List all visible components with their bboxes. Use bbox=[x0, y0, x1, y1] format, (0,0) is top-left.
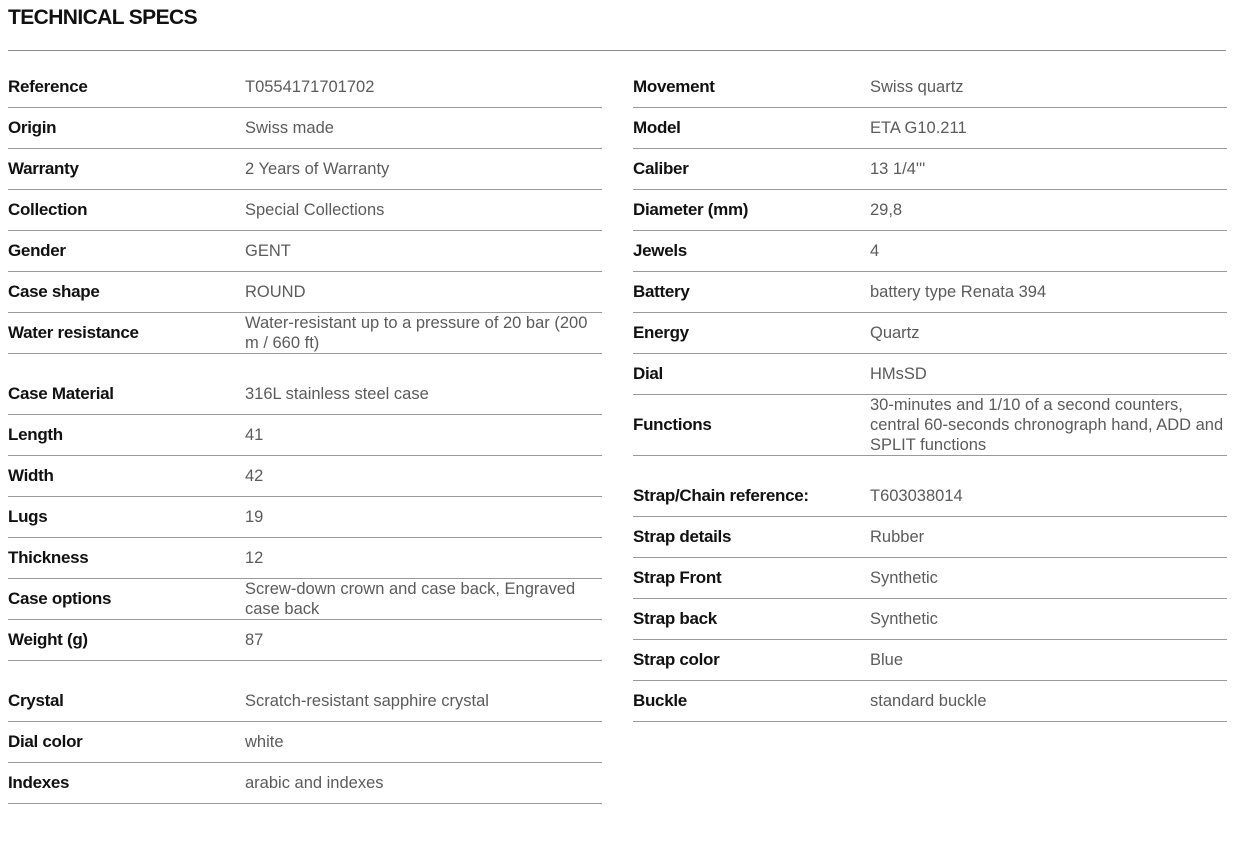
spec-row bbox=[8, 272, 602, 313]
spec-label: Indexes bbox=[8, 773, 70, 792]
spec-label: Collection bbox=[8, 200, 88, 219]
spec-value: 30-minutes and 1/10 of a second counters, central 60-seconds chronograph hand, ADD and SPLIT functions bbox=[870, 396, 1224, 454]
specs-right-column bbox=[633, 67, 1227, 742]
spec-label: Model bbox=[633, 118, 681, 137]
spec-value: 4 bbox=[870, 242, 880, 260]
spec-row bbox=[633, 599, 1227, 640]
spec-row bbox=[8, 497, 602, 538]
spec-value: 41 bbox=[245, 426, 264, 444]
spec-value: arabic and indexes bbox=[245, 774, 384, 792]
spec-value: 29,8 bbox=[870, 201, 903, 219]
spec-row bbox=[633, 558, 1227, 599]
spec-label: Case shape bbox=[8, 282, 100, 301]
spec-row bbox=[8, 456, 602, 497]
spec-label: Crystal bbox=[8, 691, 64, 710]
spec-row bbox=[8, 149, 602, 190]
spec-row bbox=[8, 231, 602, 272]
spec-label: Dial bbox=[633, 364, 663, 383]
spec-value: Quartz bbox=[870, 324, 920, 342]
spec-value: 316L stainless steel case bbox=[245, 385, 429, 403]
spec-label: Battery bbox=[633, 282, 690, 301]
spec-label: Strap Front bbox=[633, 568, 722, 587]
spec-group bbox=[633, 67, 1227, 456]
spec-label: Jewels bbox=[633, 241, 687, 260]
spec-value: 12 bbox=[245, 549, 264, 567]
spec-label: Caliber bbox=[633, 159, 689, 178]
spec-row bbox=[8, 415, 602, 456]
spec-label: Gender bbox=[8, 241, 66, 260]
spec-row bbox=[8, 722, 602, 763]
spec-label: Water resistance bbox=[8, 323, 139, 342]
spec-label: Strap details bbox=[633, 527, 732, 546]
spec-value: 19 bbox=[245, 508, 264, 526]
spec-label: Reference bbox=[8, 77, 88, 96]
spec-value: Blue bbox=[870, 651, 904, 669]
spec-value: ROUND bbox=[245, 283, 306, 301]
spec-row bbox=[8, 313, 602, 354]
spec-label: Weight (g) bbox=[8, 630, 88, 649]
spec-value: standard buckle bbox=[870, 692, 987, 710]
spec-group bbox=[633, 476, 1227, 722]
spec-row bbox=[8, 620, 602, 661]
spec-label: Case options bbox=[8, 589, 112, 608]
spec-label: Thickness bbox=[8, 548, 89, 567]
spec-value: 13 1/4''' bbox=[870, 160, 926, 178]
spec-value: Swiss made bbox=[245, 119, 334, 137]
spec-label: Movement bbox=[633, 77, 715, 96]
spec-value: T0554171701702 bbox=[245, 78, 375, 96]
spec-label: Width bbox=[8, 466, 54, 485]
spec-row bbox=[633, 640, 1227, 681]
spec-value: ETA G10.211 bbox=[870, 119, 967, 137]
spec-value: 87 bbox=[245, 631, 264, 649]
spec-value: Rubber bbox=[870, 528, 925, 546]
spec-label: Dial color bbox=[8, 732, 83, 751]
spec-row bbox=[633, 476, 1227, 517]
spec-row bbox=[8, 374, 602, 415]
spec-row bbox=[633, 681, 1227, 722]
spec-value: 2 Years of Warranty bbox=[245, 160, 390, 178]
spec-value: Scratch-resistant sapphire crystal bbox=[245, 692, 489, 710]
spec-label: Origin bbox=[8, 118, 57, 137]
spec-group bbox=[8, 374, 602, 661]
spec-label: Lugs bbox=[8, 507, 48, 526]
specs-left-column bbox=[8, 67, 602, 824]
spec-label: Diameter (mm) bbox=[633, 200, 749, 219]
spec-label: Energy bbox=[633, 323, 689, 342]
spec-value: HMsSD bbox=[870, 365, 927, 383]
spec-group bbox=[8, 681, 602, 804]
spec-row bbox=[8, 190, 602, 231]
page-title: TECHNICAL SPECS bbox=[8, 6, 197, 29]
spec-value: 42 bbox=[245, 467, 264, 485]
spec-label: Warranty bbox=[8, 159, 79, 178]
spec-value: battery type Renata 394 bbox=[870, 283, 1047, 301]
spec-group bbox=[8, 67, 602, 354]
spec-row bbox=[633, 313, 1227, 354]
spec-row bbox=[633, 231, 1227, 272]
spec-label: Strap/Chain reference: bbox=[633, 486, 809, 505]
spec-value: Screw-down crown and case back, Engraved case back bbox=[245, 580, 576, 618]
spec-row bbox=[633, 517, 1227, 558]
spec-row bbox=[633, 354, 1227, 395]
spec-value: Synthetic bbox=[870, 569, 938, 587]
spec-row bbox=[633, 190, 1227, 231]
spec-label: Case Material bbox=[8, 384, 114, 403]
spec-value: Swiss quartz bbox=[870, 78, 964, 96]
spec-label: Strap color bbox=[633, 650, 720, 669]
spec-label: Strap back bbox=[633, 609, 717, 628]
spec-row bbox=[8, 681, 602, 722]
spec-row bbox=[8, 108, 602, 149]
spec-value: Synthetic bbox=[870, 610, 938, 628]
spec-label: Functions bbox=[633, 415, 712, 434]
title-divider bbox=[8, 50, 1226, 51]
spec-row bbox=[633, 108, 1227, 149]
spec-label: Buckle bbox=[633, 691, 687, 710]
spec-value: white bbox=[245, 733, 284, 751]
spec-row bbox=[633, 395, 1227, 456]
spec-row bbox=[8, 67, 602, 108]
spec-value: T603038014 bbox=[870, 487, 963, 505]
spec-label: Length bbox=[8, 425, 63, 444]
spec-row bbox=[8, 763, 602, 804]
spec-row bbox=[633, 272, 1227, 313]
spec-row bbox=[633, 149, 1227, 190]
spec-row bbox=[8, 579, 602, 620]
spec-value: GENT bbox=[245, 242, 291, 260]
spec-row bbox=[633, 67, 1227, 108]
spec-value: Special Collections bbox=[245, 201, 385, 219]
spec-value: Water-resistant up to a pressure of 20 bar (200 m / 660 ft) bbox=[245, 314, 588, 352]
spec-row bbox=[8, 538, 602, 579]
